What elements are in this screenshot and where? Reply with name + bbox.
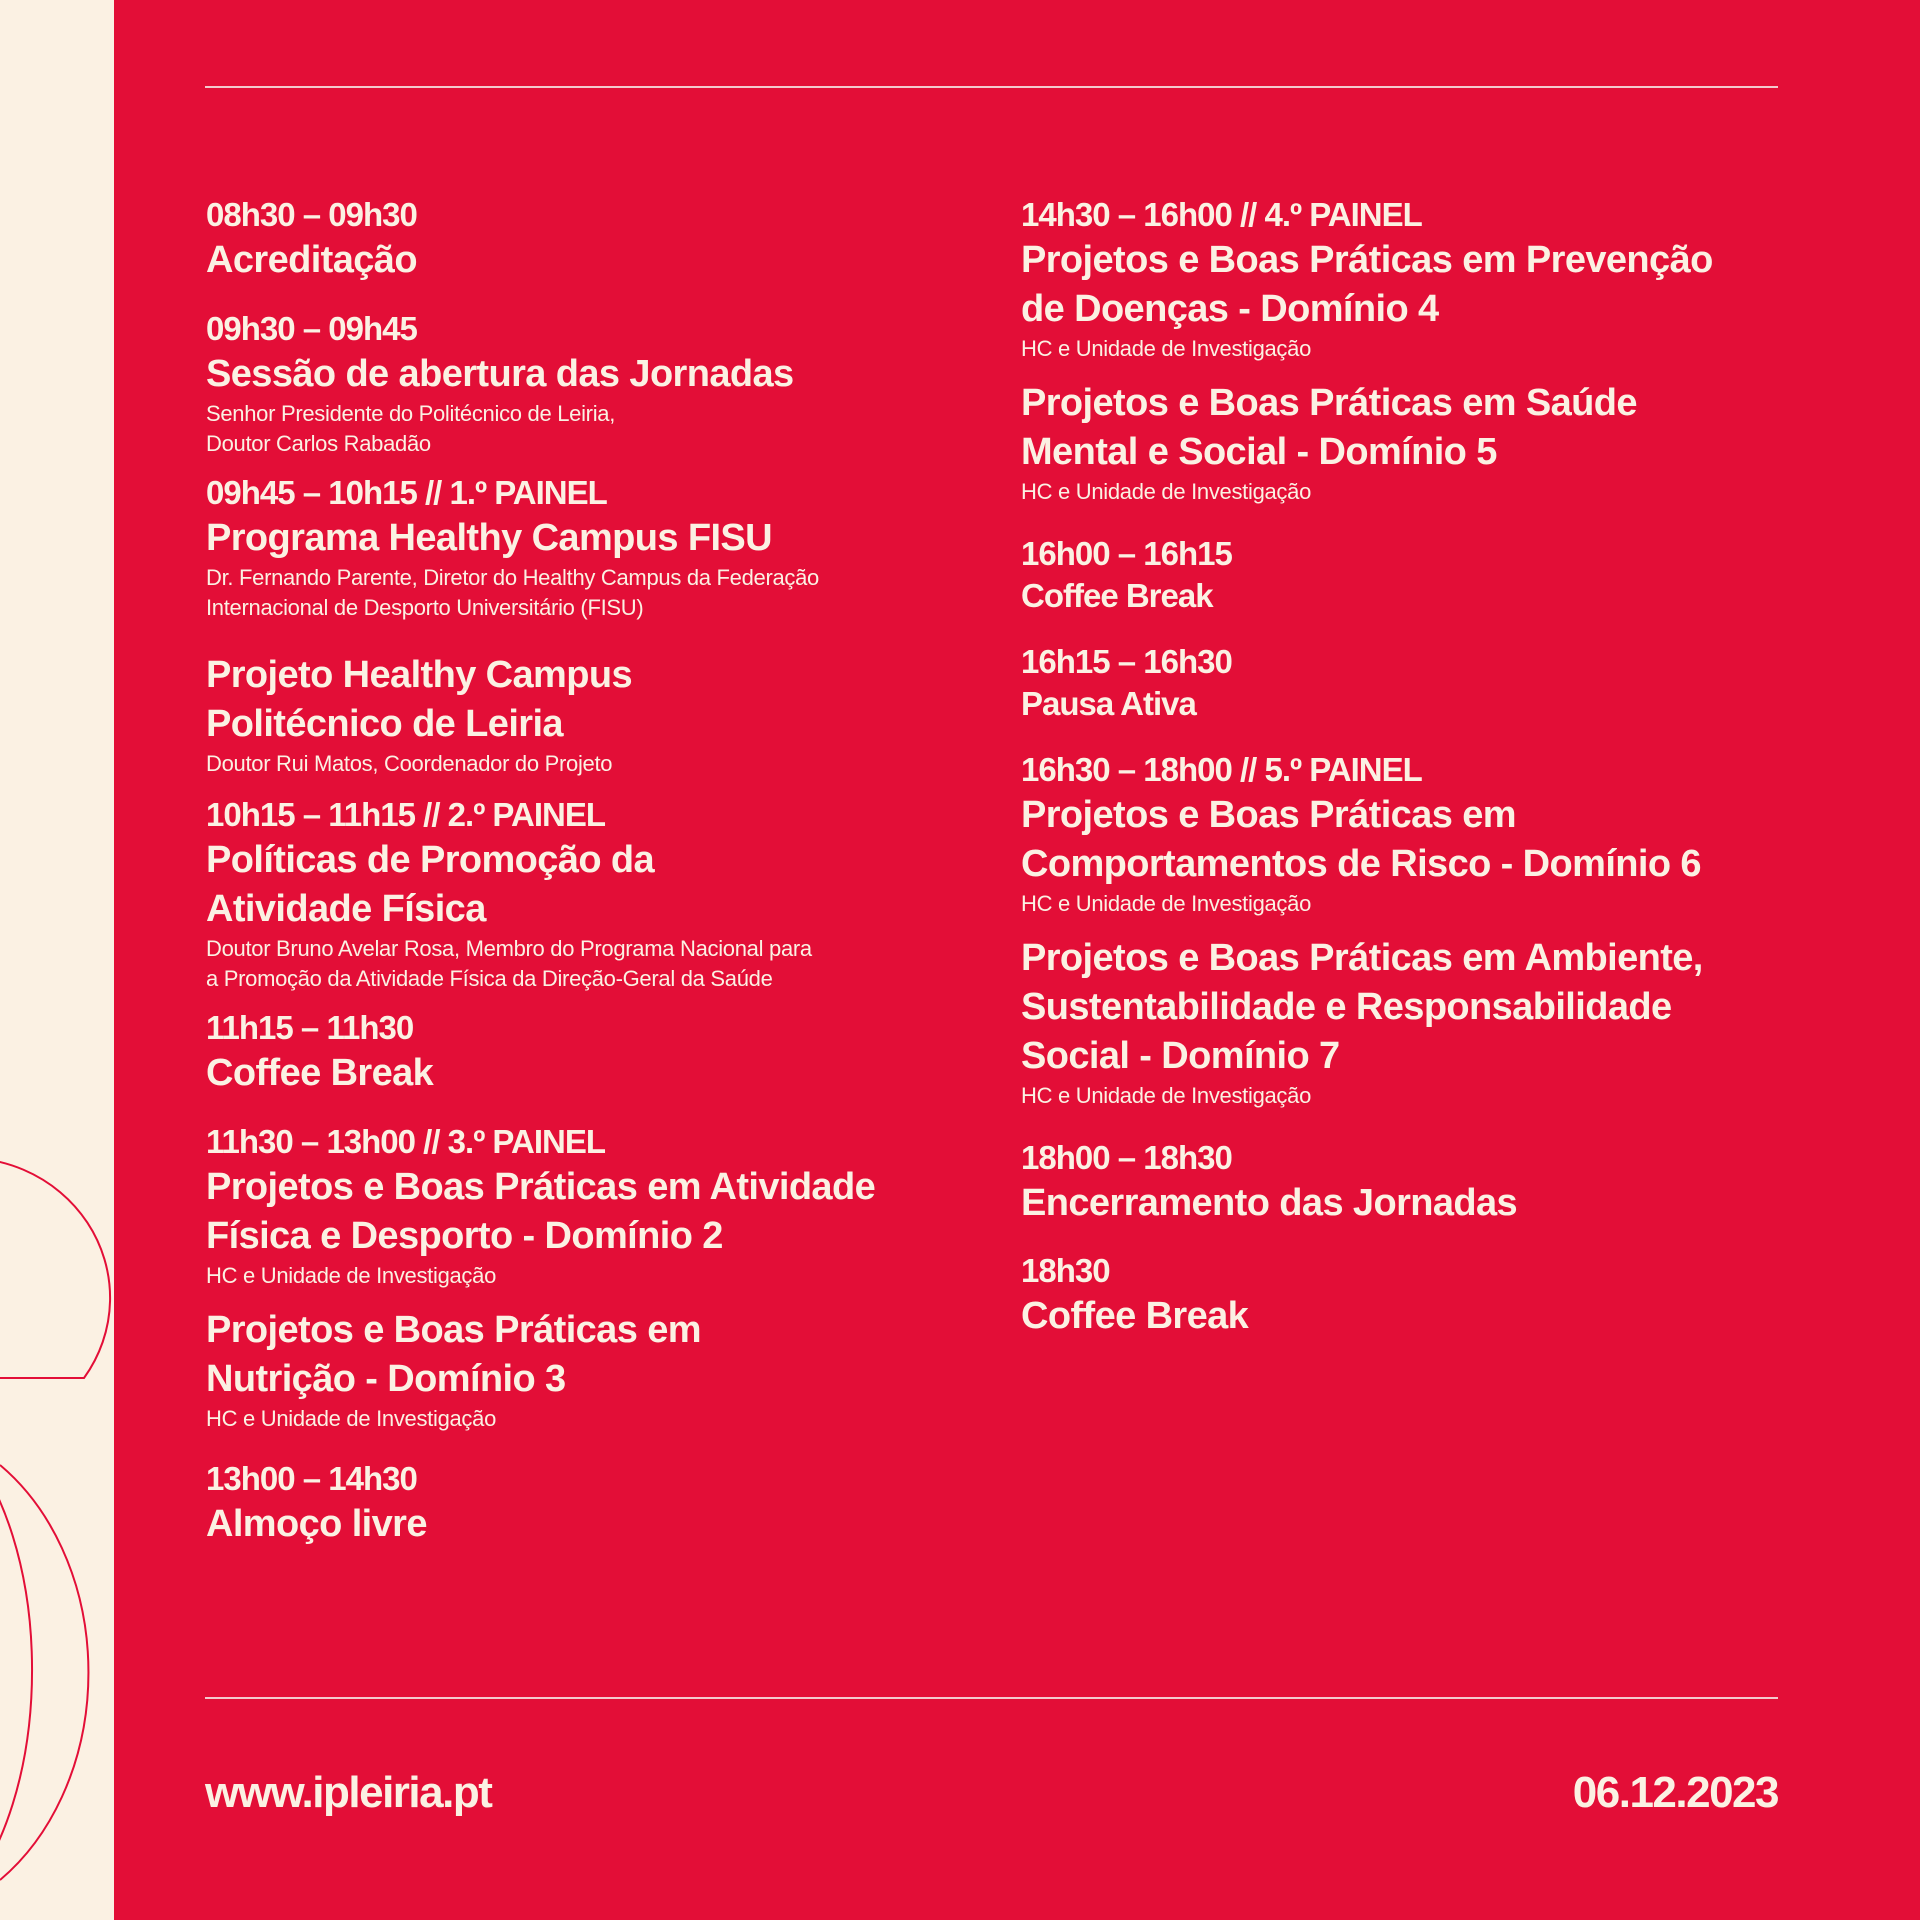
schedule-item [206,1458,966,1549]
schedule-item [206,794,966,994]
item-time: 16h15 – 16h30 [1021,643,1232,680]
item-title: Acreditação [206,239,417,281]
item-title: Almoço livre [206,1503,427,1545]
item-speaker: HC e Unidade de Investigação [206,1263,497,1288]
item-speaker: HC e Unidade de Investigação [1021,1083,1312,1108]
decorative-arc-lower-outer [0,1440,32,1900]
schedule-item [1021,641,1791,725]
decorative-arc-lower [0,1465,88,1880]
schedule-item [1021,934,1791,1111]
item-title: Projeto Healthy Campus [206,654,633,696]
item-speaker: Doutor Bruno Avelar Rosa, Membro do Programa Nacional para [206,936,812,961]
decorative-arc-upper [0,1158,110,1378]
schedule-item [206,472,966,623]
item-title: Programa Healthy Campus FISU [206,517,773,559]
item-speaker: Doutor Rui Matos, Coordenador do Projeto [206,751,613,776]
item-time: 18h30 [1021,1252,1110,1289]
item-title: Politécnico de Leiria [206,703,563,745]
schedule-item [1021,1137,1791,1228]
schedule-column-left [206,194,966,1549]
item-title: Projetos e Boas Práticas em Prevenção [1021,239,1713,281]
item-title: Projetos e Boas Práticas em Atividade [206,1166,876,1208]
item-title: Coffee Break [1021,1295,1249,1337]
item-title: Sessão de abertura das Jornadas [206,353,794,395]
item-title: Projetos e Boas Práticas em Saúde [1021,382,1637,424]
bottom-divider [205,1697,1778,1699]
item-time: 16h00 – 16h15 [1021,535,1232,572]
schedule-item [1021,379,1791,507]
website-link[interactable]: www.ipleiria.pt [205,1768,492,1817]
item-speaker: HC e Unidade de Investigação [1021,891,1312,916]
item-time: 13h00 – 14h30 [206,1460,417,1497]
item-time: 18h00 – 18h30 [1021,1139,1232,1176]
item-title: Projetos e Boas Práticas em [1021,794,1516,836]
item-title: Comportamentos de Risco - Domínio 6 [1021,843,1701,885]
item-time: 11h15 – 11h30 [206,1009,414,1046]
item-title: Mental e Social - Domínio 5 [1021,431,1497,473]
schedule-item [206,1121,966,1291]
item-title: Coffee Break [206,1052,434,1094]
schedule-item [1021,194,1791,364]
item-time: 09h30 – 09h45 [206,310,417,347]
item-time: 09h45 – 10h15 // 1.º PAINEL [206,474,607,511]
schedule-item [1021,749,1791,919]
schedule-item [206,651,966,779]
event-date: 06.12.2023 [1572,1768,1778,1817]
item-speaker: HC e Unidade de Investigação [206,1406,497,1431]
item-speaker: HC e Unidade de Investigação [1021,479,1312,504]
schedule-item [206,1306,966,1434]
item-title: Políticas de Promoção da [206,839,655,881]
item-speaker: Doutor Carlos Rabadão [206,431,431,456]
item-speaker: Senhor Presidente do Politécnico de Leiria, [206,401,616,426]
schedule-item [206,1007,966,1098]
item-title: Pausa Ativa [1021,685,1196,722]
schedule-item [1021,533,1791,617]
item-time: 08h30 – 09h30 [206,196,417,233]
item-title: Coffee Break [1021,577,1213,614]
schedule-item [206,194,966,285]
item-time: 10h15 – 11h15 // 2.º PAINEL [206,796,605,833]
item-time: 16h30 – 18h00 // 5.º PAINEL [1021,751,1422,788]
item-time: 11h30 – 13h00 // 3.º PAINEL [206,1123,605,1160]
schedule-item [206,308,966,459]
item-time: 14h30 – 16h00 // 4.º PAINEL [1021,196,1422,233]
item-title: de Doenças - Domínio 4 [1021,288,1439,330]
schedule-column-right [1021,194,1791,1341]
item-title: Projetos e Boas Práticas em [206,1309,701,1351]
item-title: Nutrição - Domínio 3 [206,1358,566,1400]
item-speaker: a Promoção da Atividade Física da Direção-Geral da Saúde [206,966,773,991]
item-title: Sustentabilidade e Responsabilidade [1021,986,1672,1028]
item-title: Encerramento das Jornadas [1021,1182,1518,1224]
item-speaker: Internacional de Desporto Universitário (FISU) [206,595,644,620]
item-title: Projetos e Boas Práticas em Ambiente, [1021,937,1703,979]
schedule-item [1021,1250,1791,1341]
item-title: Social - Domínio 7 [1021,1035,1340,1077]
item-speaker: HC e Unidade de Investigação [1021,336,1312,361]
item-speaker: Dr. Fernando Parente, Diretor do Healthy Campus da Federação [206,565,819,590]
decorative-circles [0,0,114,1920]
top-divider [205,86,1778,88]
item-title: Atividade Física [206,888,486,930]
item-title: Física e Desporto - Domínio 2 [206,1215,723,1257]
